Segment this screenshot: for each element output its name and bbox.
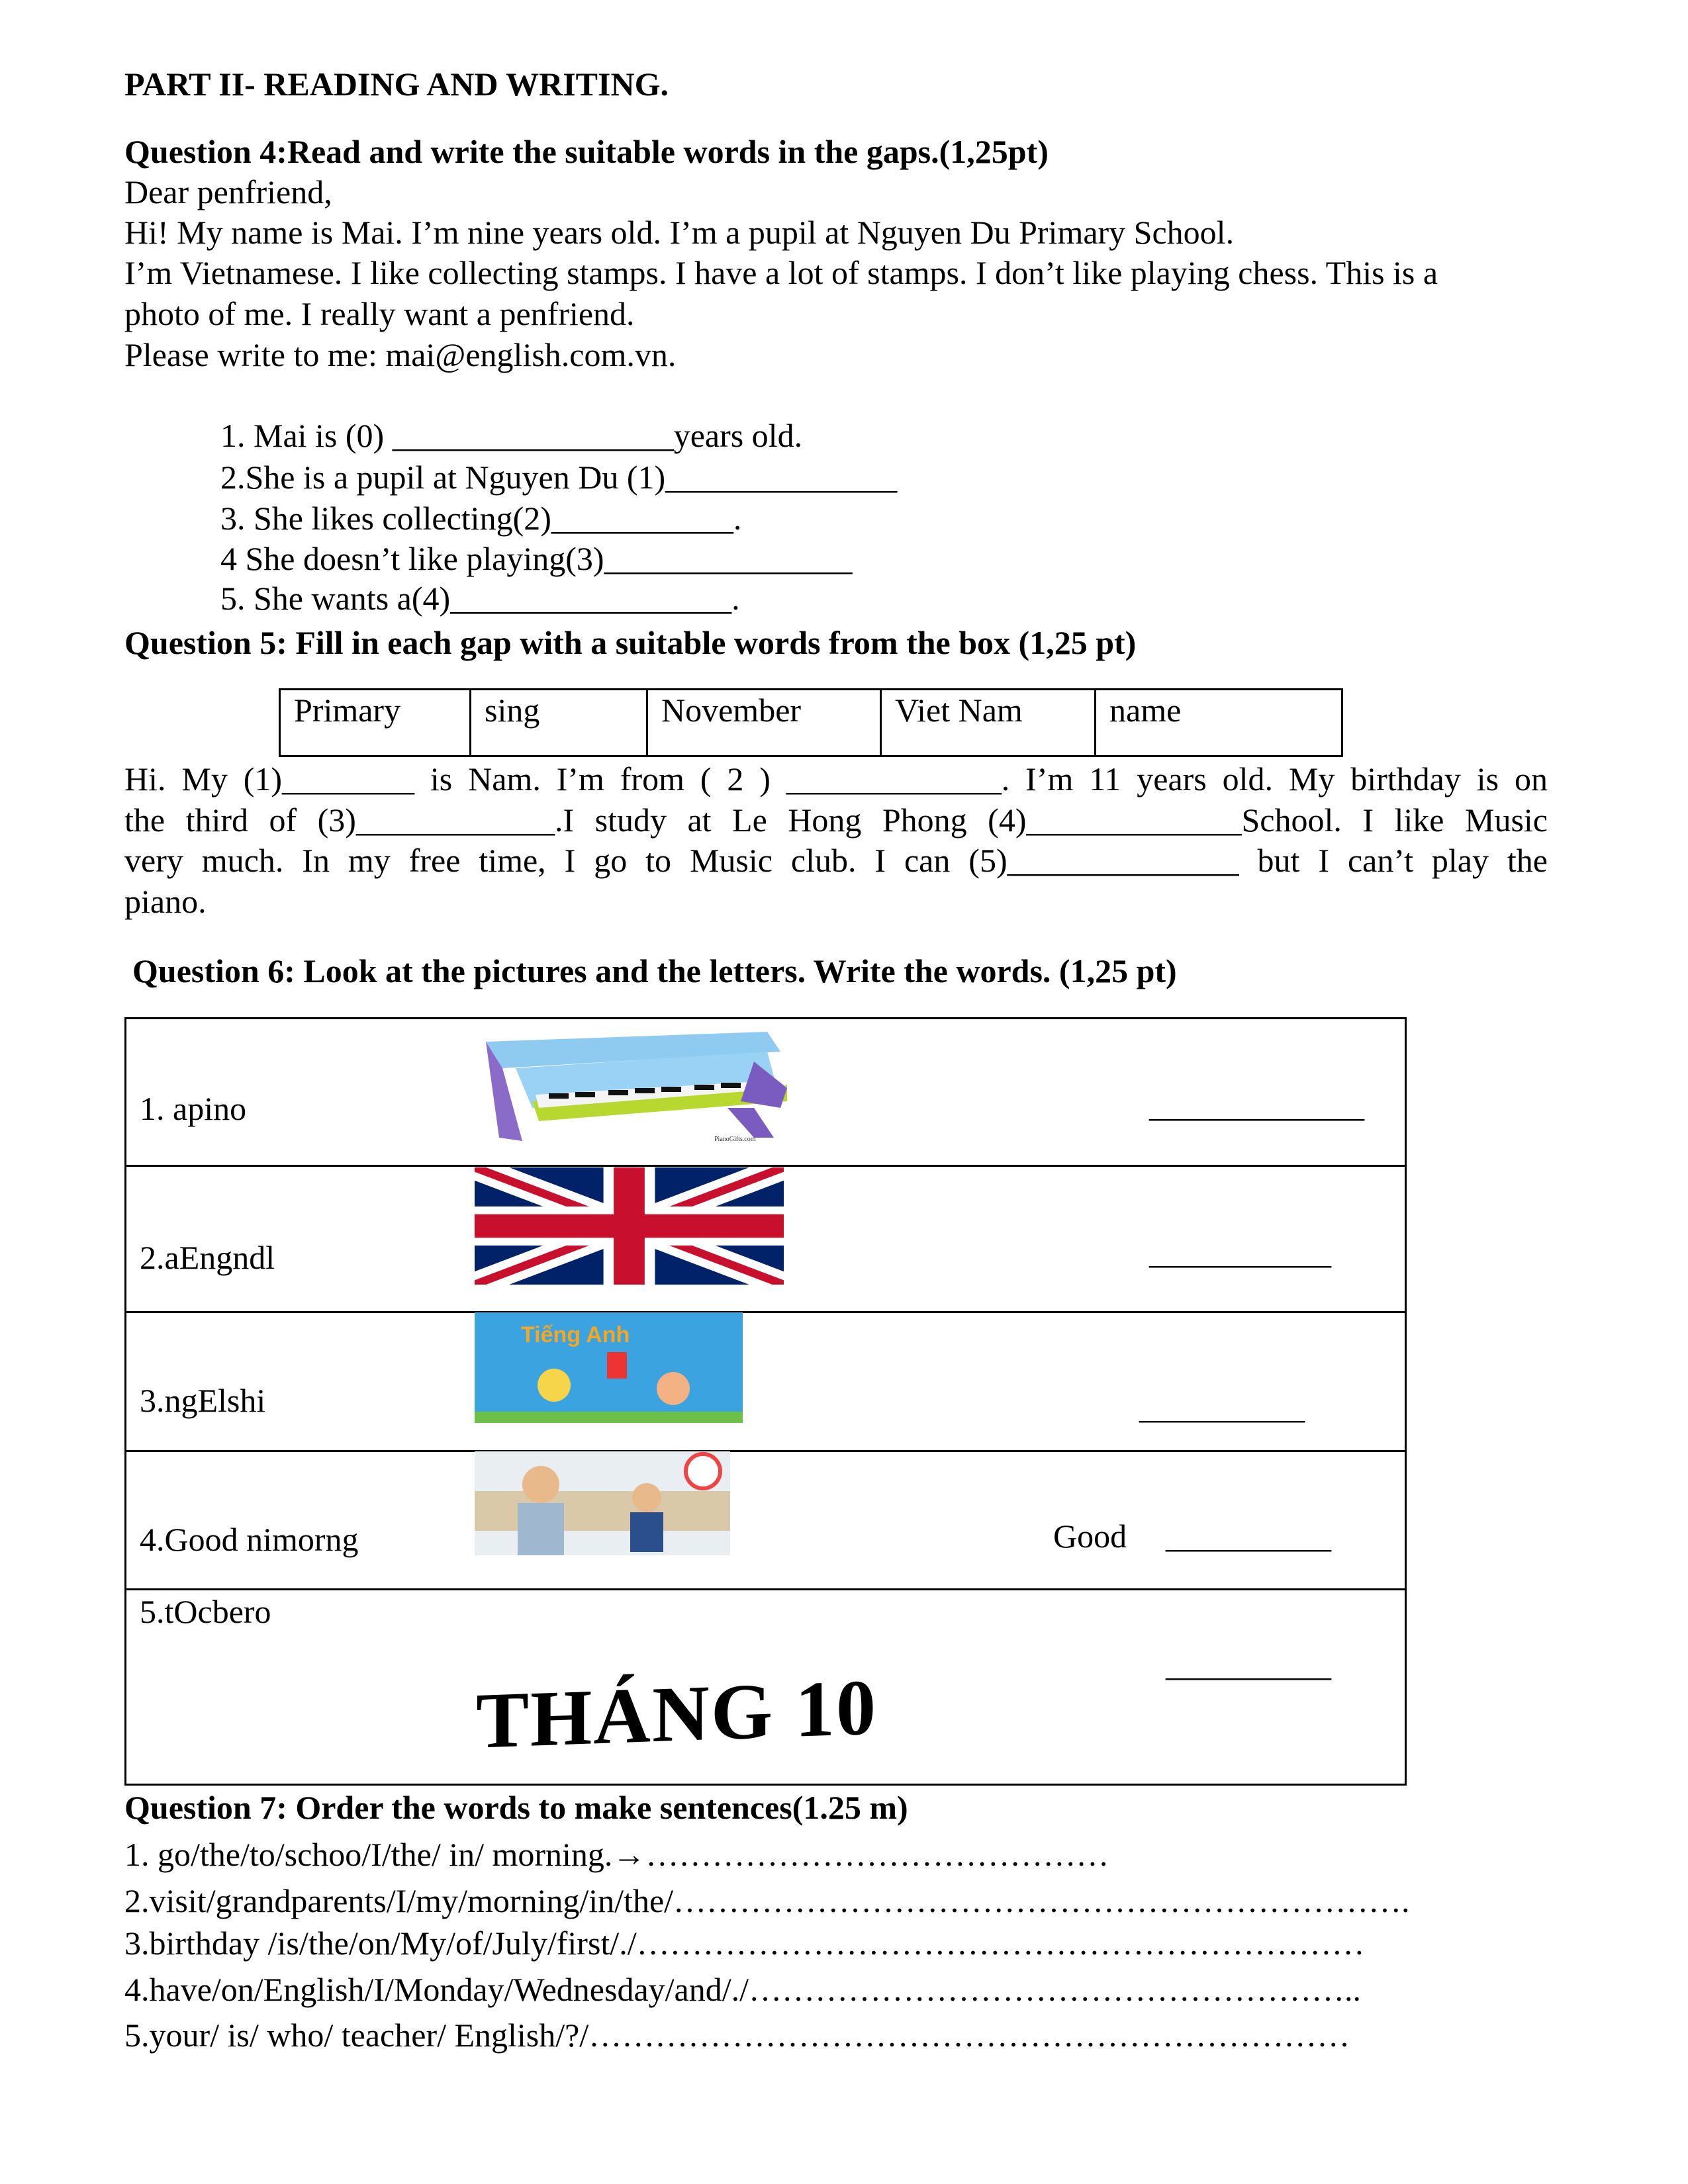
word-box-item: name — [1109, 692, 1182, 729]
answer-blank[interactable]: _____________ — [1149, 1087, 1364, 1124]
letter-line: Hi! My name is Mai. I’m nine years old. I’m a pupil at Nguyen Du Primary School. — [124, 214, 1235, 251]
q5-text-line: very much. In my free time, I go to Music club. I can (5)______________ but I can’t play the — [124, 842, 1548, 879]
q4-title: Question 4:Read and write the suitable words in the gaps.(1,25pt) — [124, 133, 1049, 170]
answer-blank[interactable]: ___________ — [1149, 1234, 1331, 1271]
word-box-item: November — [648, 690, 882, 755]
q6-row — [126, 1311, 1405, 1452]
q6-table — [124, 1017, 1407, 1786]
q7-item: 1. go/the/to/schoo/I/the/ in/ morning.→…………………………………… — [124, 1836, 1109, 1873]
q6-row — [126, 1019, 1405, 1167]
letter-line: I’m Vietnamese. I like collecting stamps. I have a lot of stamps. I don’t like playing chess. This is a — [124, 254, 1438, 291]
letter-line: Please write to me: mai@english.com.vn. — [124, 336, 677, 373]
answer-blank[interactable]: __________ — [1139, 1388, 1305, 1426]
q4-item: 5. She wants a(4)_________________. — [220, 580, 740, 617]
q6-label: 2.aEngndl — [140, 1239, 275, 1276]
q6-row — [126, 1450, 1405, 1590]
answer-blank[interactable]: __________ — [1166, 1646, 1331, 1683]
letter-line: Dear penfriend, — [124, 173, 332, 210]
q6-label: 3.ngElshi — [140, 1382, 266, 1419]
q6-label: 4.Good nimorng — [140, 1521, 359, 1558]
q7-item: 5.your/ is/ who/ teacher/ English/?/…………………………………………………………… — [124, 2017, 1350, 2054]
word-box-item: sing — [471, 690, 648, 755]
piano-watermark: PianoGifts.com — [714, 1136, 756, 1143]
part-title: PART II- READING AND WRITING. — [124, 66, 669, 103]
q7-item: 4.have/on/English/I/Monday/Wednesday/and/./……………………………………………….. — [124, 1971, 1362, 2008]
word-box — [279, 688, 1343, 757]
q4-item: 1. Mai is (0) _________________years old. — [220, 417, 803, 454]
good-prefix: Good — [1053, 1518, 1127, 1555]
svg-text:Tiếng Anh: Tiếng Anh — [521, 1322, 630, 1347]
q7-item: 2.visit/grandparents/I/my/morning/in/the/…………………………………………………………. — [124, 1882, 1410, 1919]
answer-blank[interactable]: __________ — [1166, 1518, 1331, 1555]
english-book-image — [475, 1312, 743, 1423]
q5-text-line: piano. — [124, 883, 207, 920]
q6-label: 5.tOcbero — [140, 1593, 271, 1630]
q7-item: 3.birthday /is/the/on/My/of/July/first/./………………………………………………………… — [124, 1925, 1365, 1962]
piano-image — [476, 1022, 794, 1144]
q5-title: Question 5: Fill in each gap with a suitable words from the box (1,25 pt) — [124, 624, 1137, 661]
q6-label: 1. apino — [140, 1090, 247, 1127]
q5-text-line: the third of (3)____________.I study at Le Hong Phong (4)_____________School. I like Music — [124, 801, 1548, 839]
uk-flag-image — [475, 1167, 784, 1285]
q7-title: Question 7: Order the words to make sentences(1.25 m) — [124, 1789, 908, 1826]
thang-10-image-text: THÁNG 10 — [476, 1662, 878, 1765]
q4-item: 2.She is a pupil at Nguyen Du (1)______________ — [220, 459, 898, 496]
q4-item: 3. She likes collecting(2)___________. — [220, 500, 742, 537]
good-morning-image — [475, 1451, 730, 1555]
q4-item: 4 She doesn’t like playing(3)_______________ — [220, 540, 853, 577]
q6-row — [126, 1165, 1405, 1313]
q6-row — [126, 1588, 1405, 1786]
word-box-item: Primary — [281, 690, 471, 755]
word-box-item: Viet Nam — [882, 690, 1096, 755]
q5-text-line: Hi. My (1)________ is Nam. I’m from ( 2 ) _____________. I’m 11 years old. My birthday is on — [124, 760, 1548, 797]
q6-title: Question 6: Look at the pictures and the letters. Write the words. (1,25 pt) — [132, 952, 1177, 989]
letter-line: photo of me. I really want a penfriend. — [124, 295, 635, 332]
